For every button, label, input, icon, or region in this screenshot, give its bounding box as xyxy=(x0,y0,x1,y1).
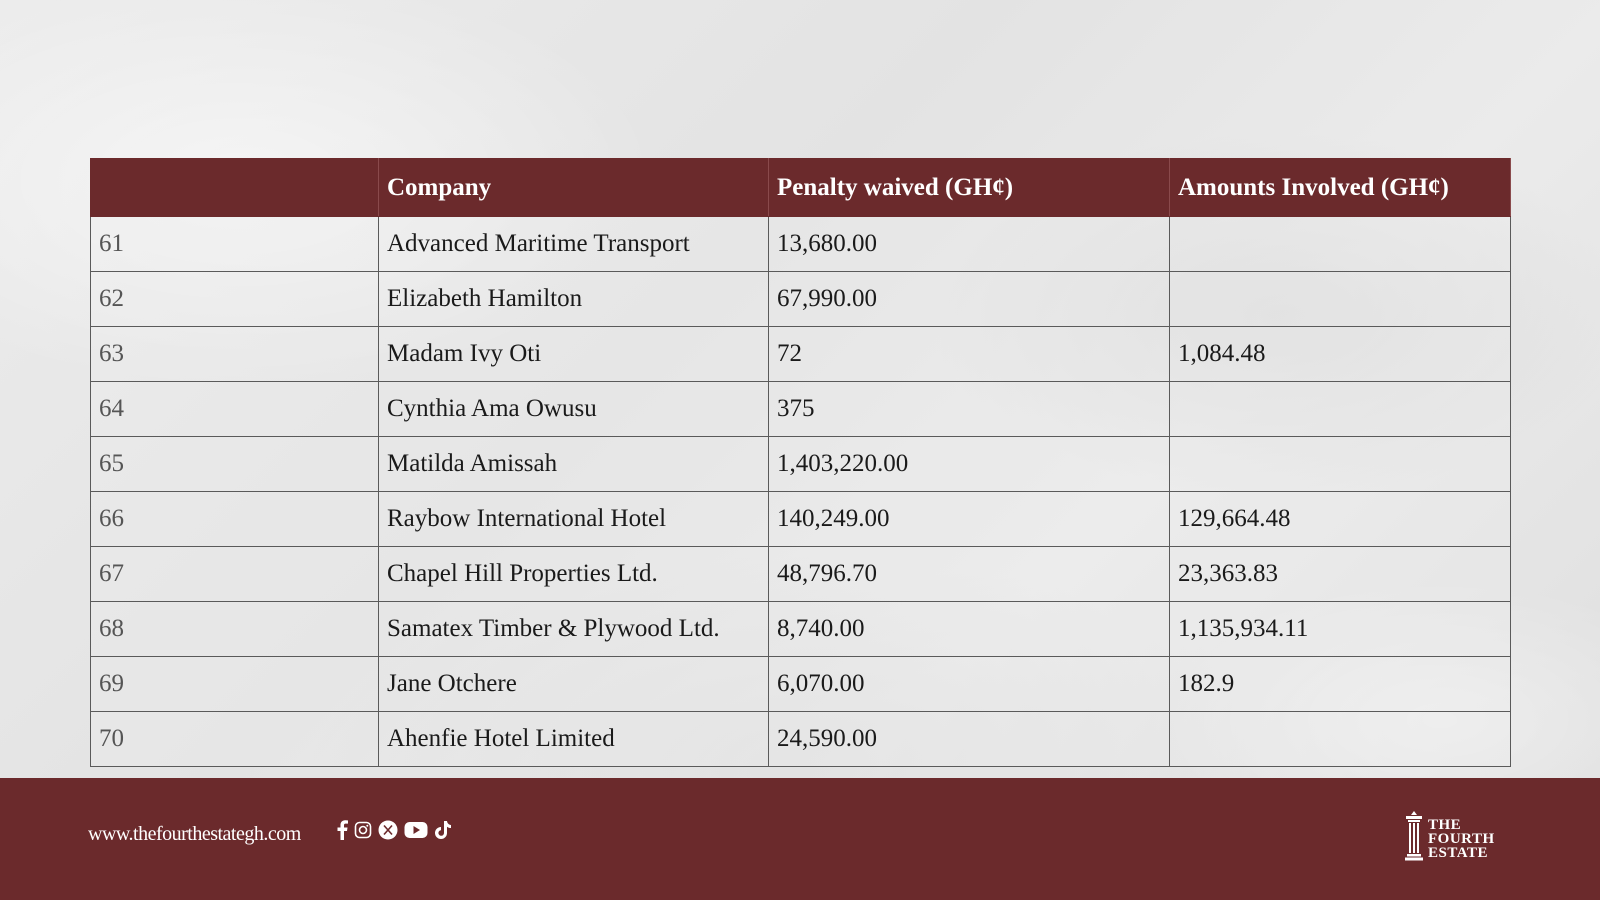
facebook-icon[interactable] xyxy=(336,820,348,840)
penalty-cell: 6,070.00 xyxy=(769,657,1170,712)
instagram-icon[interactable] xyxy=(354,821,372,839)
amount-cell: 1,084.48 xyxy=(1170,327,1511,382)
table-row xyxy=(91,327,1511,382)
footer-bar xyxy=(0,778,1600,900)
company-cell: Ahenfie Hotel Limited xyxy=(379,712,769,767)
table-row xyxy=(91,382,1511,437)
penalty-table xyxy=(90,158,1511,767)
row-number: 63 xyxy=(91,327,379,382)
table-row xyxy=(91,272,1511,327)
youtube-icon[interactable] xyxy=(404,821,428,839)
company-cell: Samatex Timber & Plywood Ltd. xyxy=(379,602,769,657)
penalty-cell: 1,403,220.00 xyxy=(769,437,1170,492)
company-cell: Cynthia Ama Owusu xyxy=(379,382,769,437)
penalty-cell: 140,249.00 xyxy=(769,492,1170,547)
company-cell: Elizabeth Hamilton xyxy=(379,272,769,327)
table-row xyxy=(91,547,1511,602)
penalty-table-container xyxy=(90,158,1510,767)
row-number: 64 xyxy=(91,382,379,437)
brand-line-fourth: FOURTH xyxy=(1428,830,1495,847)
row-number: 67 xyxy=(91,547,379,602)
amount-cell xyxy=(1170,712,1511,767)
penalty-cell: 8,740.00 xyxy=(769,602,1170,657)
penalty-cell: 13,680.00 xyxy=(769,217,1170,272)
company-cell: Madam Ivy Oti xyxy=(379,327,769,382)
brand-logo xyxy=(1404,810,1495,867)
row-number: 65 xyxy=(91,437,379,492)
table-row xyxy=(91,492,1511,547)
amount-cell: 1,135,934.11 xyxy=(1170,602,1511,657)
amount-cell xyxy=(1170,217,1511,272)
row-number: 69 xyxy=(91,657,379,712)
penalty-cell: 72 xyxy=(769,327,1170,382)
brand-line-estate: ESTATE xyxy=(1428,844,1488,861)
company-cell: Raybow International Hotel xyxy=(379,492,769,547)
website-link[interactable]: www.thefourthestategh.com xyxy=(88,823,301,845)
penalty-cell: 67,990.00 xyxy=(769,272,1170,327)
tiktok-icon[interactable] xyxy=(434,820,452,840)
table-row xyxy=(91,657,1511,712)
amount-cell xyxy=(1170,272,1511,327)
table-row xyxy=(91,712,1511,767)
table-row xyxy=(91,602,1511,657)
table-row xyxy=(91,437,1511,492)
row-number: 62 xyxy=(91,272,379,327)
amount-cell: 129,664.48 xyxy=(1170,492,1511,547)
social-icons xyxy=(336,820,452,840)
pillar-icon xyxy=(1404,810,1424,867)
amount-cell: 182.9 xyxy=(1170,657,1511,712)
table-header-row xyxy=(91,159,1511,217)
company-cell: Jane Otchere xyxy=(379,657,769,712)
amount-cell xyxy=(1170,437,1511,492)
table-row xyxy=(91,217,1511,272)
amount-cell xyxy=(1170,382,1511,437)
header-amounts-involved: Amounts Involved (GH¢) xyxy=(1170,159,1511,217)
penalty-cell: 24,590.00 xyxy=(769,712,1170,767)
company-cell: Chapel Hill Properties Ltd. xyxy=(379,547,769,602)
row-number: 61 xyxy=(91,217,379,272)
row-number: 66 xyxy=(91,492,379,547)
penalty-cell: 375 xyxy=(769,382,1170,437)
x-icon[interactable] xyxy=(378,820,398,840)
row-number: 70 xyxy=(91,712,379,767)
brand-name xyxy=(1428,818,1495,860)
company-cell: Advanced Maritime Transport xyxy=(379,217,769,272)
row-number: 68 xyxy=(91,602,379,657)
amount-cell: 23,363.83 xyxy=(1170,547,1511,602)
header-penalty-waived: Penalty waived (GH¢) xyxy=(769,159,1170,217)
brand-line-the: THE xyxy=(1428,816,1462,833)
header-number xyxy=(91,159,379,217)
header-company: Company xyxy=(379,159,769,217)
penalty-cell: 48,796.70 xyxy=(769,547,1170,602)
company-cell: Matilda Amissah xyxy=(379,437,769,492)
